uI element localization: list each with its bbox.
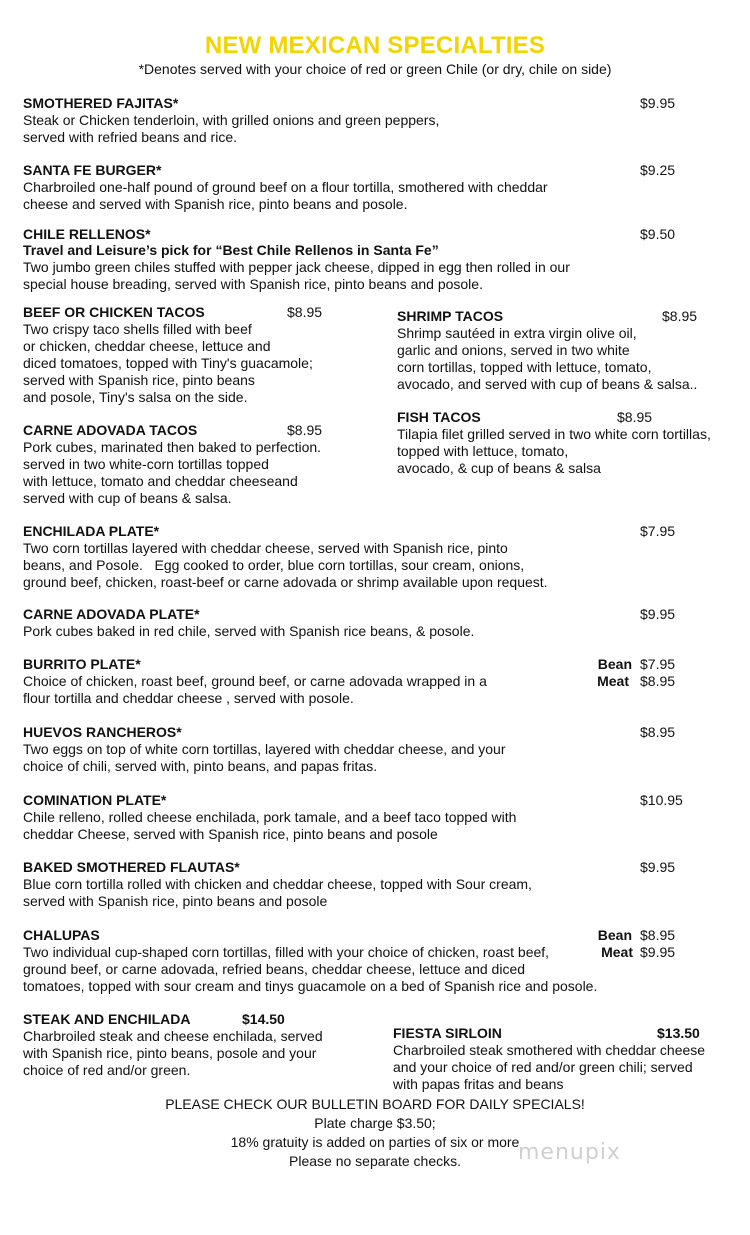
item-label-burrito-meat: Meat (597, 673, 629, 689)
item-name-flautas: BAKED SMOTHERED FLAUTAS* (23, 859, 240, 875)
item-price-chalupas-bean: $8.95 (640, 927, 676, 943)
item-price-flautas: $9.95 (640, 859, 676, 875)
footer-gratuity: 18% gratuity is added on parties of six or more (230, 1134, 520, 1150)
item-name-burrito: BURRITO PLATE* (23, 656, 141, 672)
item-name-carne-tacos: CARNE ADOVADA TACOS (23, 422, 198, 438)
item-price-chalupas-meat: $9.95 (640, 944, 676, 960)
item-name-beef-tacos: BEEF OR CHICKEN TACOS (23, 304, 205, 320)
item-name-chalupas: CHALUPAS (23, 927, 100, 943)
watermark: menupix (518, 1140, 621, 1165)
item-label-chalupas-meat: Meat (601, 944, 633, 960)
item-name-fiesta-sirloin: FIESTA SIRLOIN (393, 1025, 502, 1041)
item-price-shrimp-tacos: $8.95 (662, 308, 698, 324)
item-desc-burrito: Choice of chicken, roast beef, ground beef, or carne adovada wrapped in a flour tortilla and cheddar cheese , served with posole. (23, 673, 487, 706)
item-price-fish-tacos: $8.95 (617, 409, 653, 425)
footer-plate-charge: Plate charge $3.50; (314, 1115, 436, 1131)
item-name-enchilada: ENCHILADA PLATE* (23, 523, 160, 539)
item-desc-carne-tacos: Pork cubes, marinated then baked to perfection. served in two white-corn tortillas topped with lettuce, tomato and cheddar cheeseand served with cup of beans & salsa. (23, 439, 322, 506)
footer-specials: PLEASE CHECK OUR BULLETIN BOARD FOR DAILY SPECIALS! (165, 1096, 585, 1112)
menu-title: NEW MEXICAN SPECIALTIES (204, 32, 546, 59)
item-desc-huevos: Two eggs on top of white corn tortillas, layered with cheddar cheese, and your choice of chili, served with, pinto beans, and papas fritas. (23, 741, 506, 774)
item-name-shrimp-tacos: SHRIMP TACOS (397, 308, 504, 324)
item-desc-fajitas: Steak or Chicken tenderloin, with grilled onions and green peppers, served with refried beans and rice. (23, 112, 440, 145)
item-desc-fish-tacos: Tilapia filet grilled served in two white corn tortillas, topped with lettuce, tomato, avocado, & cup of beans & salsa (397, 426, 711, 476)
item-name-huevos: HUEVOS RANCHEROS* (23, 724, 182, 740)
item-name-fajitas: SMOTHERED FAJITAS* (23, 95, 179, 111)
item-desc-burger: Charbroiled one-half pound of ground beef on a flour tortilla, smothered with cheddar cheese and served with Spanish rice, pinto beans and posole. (23, 179, 548, 212)
item-label-burrito-bean: Bean (597, 656, 632, 672)
item-desc-shrimp-tacos: Shrimp sautéed in extra virgin olive oil, garlic and onions, served in two white corn tortillas, topped with lettuce, tomato, avocado, and served with cup of beans & salsa.. (397, 325, 698, 392)
item-desc-steak-enchilada: Charbroiled steak and cheese enchilada, served with Spanish rice, pinto beans, posole and your choice of red and/or green. (23, 1028, 323, 1078)
item-price-rellenos: $9.50 (640, 226, 676, 242)
item-label-chalupas-bean: Bean (597, 927, 632, 943)
item-name-rellenos: CHILE RELLENOS* (23, 226, 151, 242)
item-price-beef-tacos: $8.95 (287, 304, 323, 320)
item-name-fish-tacos: FISH TACOS (397, 409, 481, 425)
item-price-enchilada: $7.95 (640, 523, 676, 539)
item-name-combination: COMINATION PLATE* (23, 792, 167, 808)
item-price-carne-plate: $9.95 (640, 606, 676, 622)
item-price-carne-tacos: $8.95 (287, 422, 323, 438)
item-price-combination: $10.95 (640, 792, 683, 808)
item-name-steak-enchilada: STEAK AND ENCHILADA (23, 1011, 191, 1027)
item-price-steak-enchilada: $14.50 (242, 1011, 285, 1027)
item-desc-enchilada: Two corn tortillas layered with cheddar cheese, served with Spanish rice, pinto beans, and Posole. Egg cooked to order, blue corn tortillas, sour cream, onions, ground beef, chicken, roast-beef or carne adovada or shrimp available upon request. (23, 540, 548, 590)
item-price-fajitas: $9.95 (640, 95, 676, 111)
footer-checks: Please no separate checks. (289, 1153, 461, 1169)
item-name-burger: SANTA FE BURGER* (23, 162, 162, 178)
chile-note: *Denotes served with your choice of red or green Chile (or dry, chile on side) (138, 61, 612, 77)
item-tagline-rellenos: Travel and Leisure’s pick for “Best Chile Rellenos in Santa Fe” (23, 242, 439, 258)
item-desc-beef-tacos: Two crispy taco shells filled with beef or chicken, cheddar cheese, lettuce and diced tomatoes, topped with Tiny's guacamole; served with Spanish rice, pinto beans and posole, Tiny's salsa on the side. (23, 321, 313, 405)
item-desc-rellenos: Two jumbo green chiles stuffed with pepper jack cheese, dipped in egg then rolled in our special house breading, served with Spanish rice, pinto beans and posole. (23, 259, 570, 292)
item-price-huevos: $8.95 (640, 724, 676, 740)
item-name-carne-plate: CARNE ADOVADA PLATE* (23, 606, 200, 622)
item-desc-flautas: Blue corn tortilla rolled with chicken and cheddar cheese, topped with Sour cream, served with Spanish rice, pinto beans and posole (23, 876, 532, 909)
item-desc-fiesta-sirloin: Charbroiled steak smothered with cheddar cheese and your choice of red and/or green chili; served with papas fritas and beans (393, 1042, 706, 1092)
menu-footer (0, 1095, 750, 1171)
item-desc-carne-plate: Pork cubes baked in red chile, served with Spanish rice beans, & posole. (23, 623, 475, 639)
item-price-burger: $9.25 (640, 162, 676, 178)
item-price-burrito-meat: $8.95 (640, 673, 676, 689)
item-desc-combination: Chile relleno, rolled cheese enchilada, pork tamale, and a beef taco topped with cheddar Cheese, served with Spanish rice, pinto beans and posole (23, 809, 517, 842)
item-price-burrito-bean: $7.95 (640, 656, 676, 672)
item-price-fiesta-sirloin: $13.50 (657, 1025, 700, 1041)
item-desc-chalupas: Two individual cup-shaped corn tortillas, filled with your choice of chicken, roast beef, ground beef, or carne adovada, refried beans, cheddar cheese, lettuce and diced tomatoes, topped with sour cream and tinys guacamole on a bed of Spanish rice and posole. (23, 944, 598, 994)
